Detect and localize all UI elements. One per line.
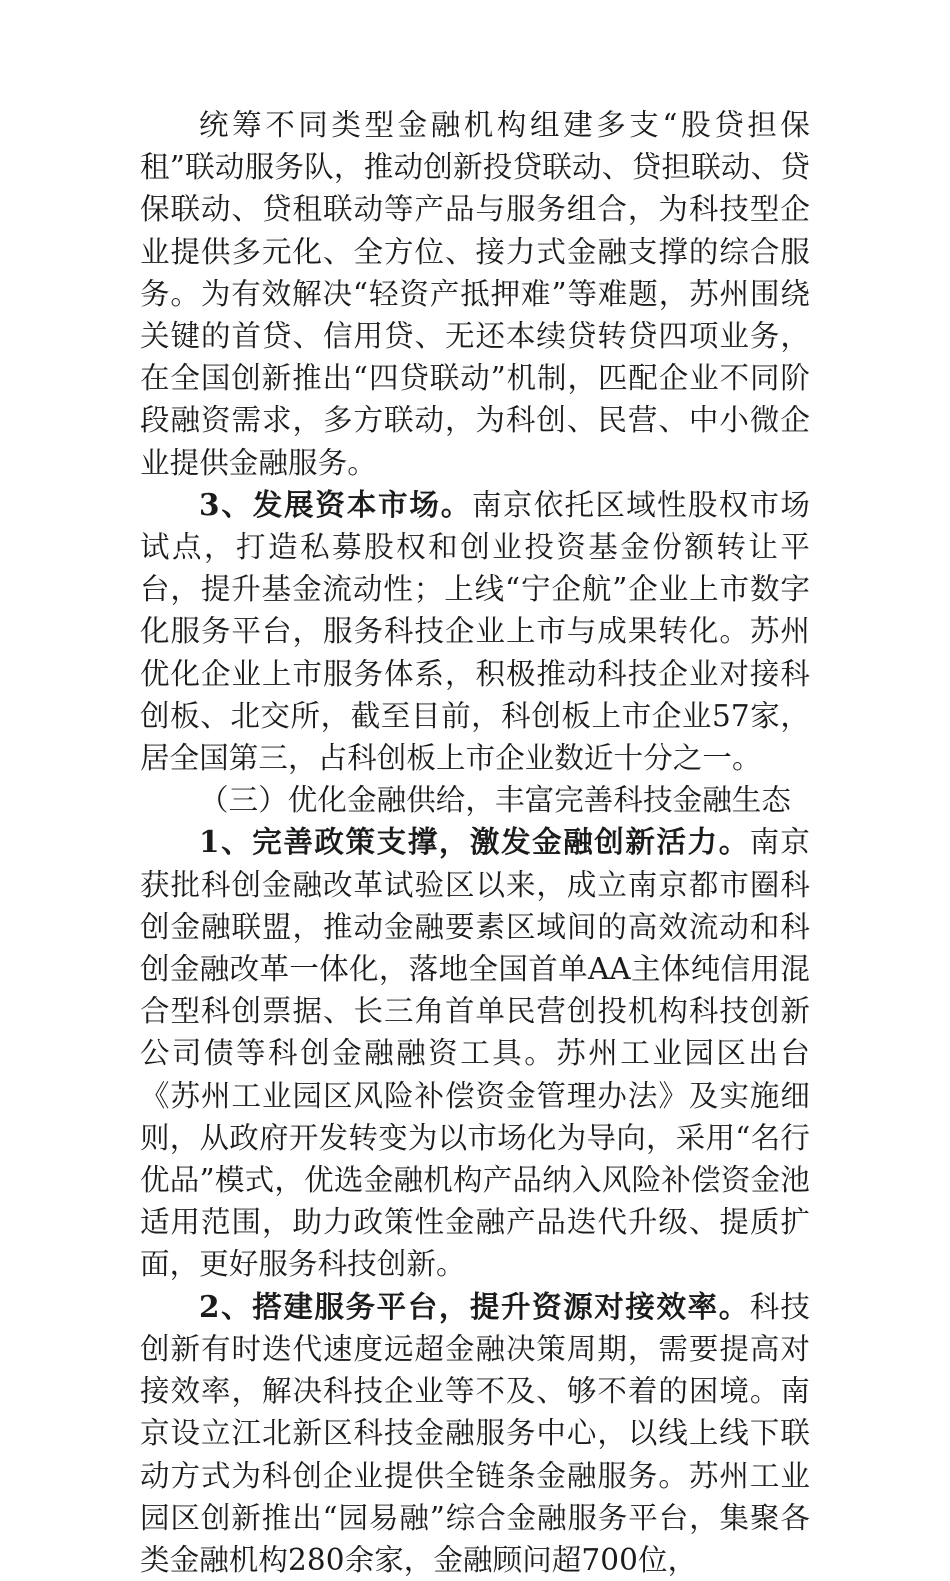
section-heading-three bbox=[140, 779, 810, 821]
paragraph-improve-policy-support bbox=[140, 821, 810, 1285]
paragraph-develop-capital-market bbox=[140, 484, 810, 779]
paragraph-continuation bbox=[140, 104, 810, 484]
paragraph-build-service-platform bbox=[140, 1286, 810, 1581]
paragraph-bold-lead: 2、搭建服务平台，提升资源对接效率。 bbox=[199, 1288, 750, 1324]
document-text-column bbox=[140, 104, 810, 1581]
paragraph-text: 统筹不同类型金融机构组建多支“股贷担保租”联动服务队，推动创新投贷联动、贷担联动、贷保联动、贷租联动等产品与服务组合，为科技型企业提供多元化、全方位、接力式金融支撑的综合服务。为有效解决“轻资产抵押难”等难题，苏州围绕关键的首贷、信用贷、无还本续贷转贷四项业务，在全国创新推出“四贷联动”机制，匹配企业不同阶段融资需求，多方联动，为科创、民营、中小微企业提供金融服务。 bbox=[140, 108, 810, 480]
section-heading-text: （三）优化金融供给，丰富完善科技金融生态 bbox=[199, 783, 792, 818]
paragraph-text: 南京获批科创金融改革试验区以来，成立南京都市圈科创金融联盟，推动金融要素区域间的高效流动和科创金融改革一体化，落地全国首单AA主体纯信用混合型科创票据、长三角首单民营创投机构科技创新公司债等科创金融融资工具。苏州工业园区出台《苏州工业园区风险补偿资金管理办法》及实施细则，从政府开发转变为以市场化为导向，采用“名行优品”模式，优选金融机构产品纳入风险补偿资金池适用范围，助力政策性金融产品迭代升级、提质扩面，更好服务科技创新。 bbox=[140, 825, 810, 1282]
paragraph-bold-lead: 3、发展资本市场。 bbox=[199, 486, 473, 522]
paragraph-bold-lead: 1、完善政策支撑，激发金融创新活力。 bbox=[199, 824, 750, 860]
paragraph-text: 科技创新有时迭代速度远超金融决策周期，需要提高对接效率，解决科技企业等不及、够不着的困境。南京设立江北新区科技金融服务中心，以线上线下联动方式为科创企业提供全链条金融服务。苏州工业园区创新推出“园易融”综合金融服务平台，集聚各类金融机构280余家，金融顾问超700位， bbox=[140, 1289, 810, 1577]
paragraph-text: 南京依托区域性股权市场试点，打造私募股权和创业投资基金份额转让平台，提升基金流动性；上线“宁企航”企业上市数字化服务平台，服务科技企业上市与成果转化。苏州优化企业上市服务体系，积极推动科技企业对接科创板、北交所，截至目前，科创板上市企业57家，居全国第三，占科创板上市企业数近十分之一。 bbox=[140, 487, 810, 776]
